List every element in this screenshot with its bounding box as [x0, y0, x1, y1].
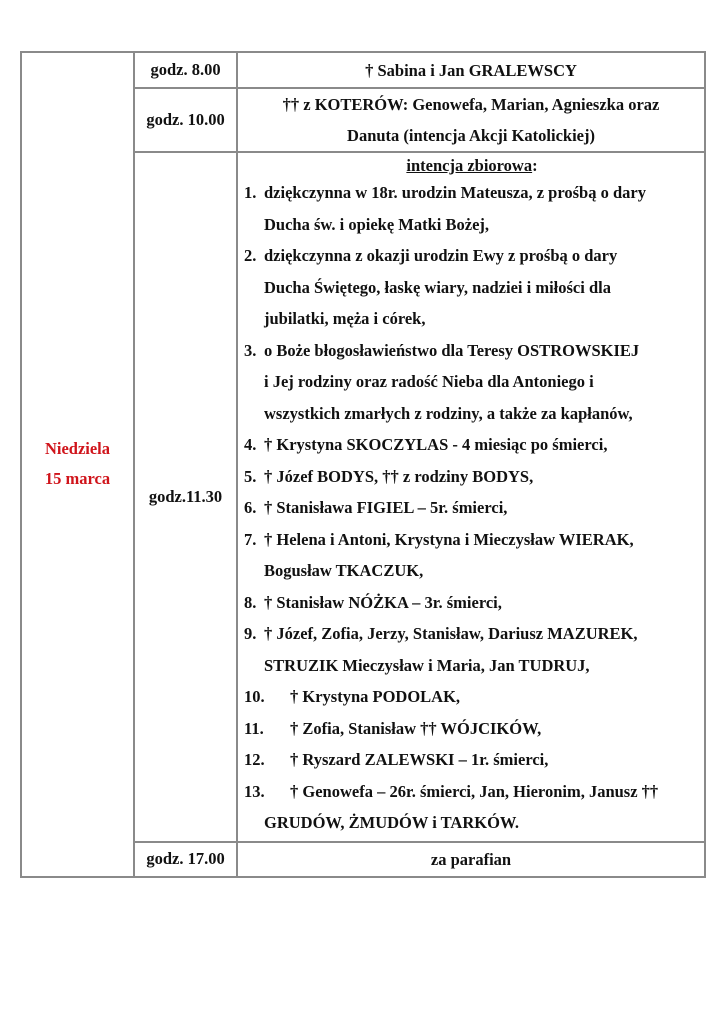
mass-row-1 — [21, 52, 705, 88]
item-line: † Stanisław NÓŻKA – 3r. śmierci, — [264, 592, 502, 612]
intention-list-item — [244, 335, 700, 430]
item-line: † Stanisława FIGIEL – 5r. śmierci, — [264, 498, 508, 517]
item-continuation-line: wszystkich zmarłych z rodziny, a także za kapłanów, — [264, 403, 633, 423]
item-continuation-line: STRUZIK Mieczysław i Maria, Jan TUDRUJ, — [264, 655, 590, 675]
day-name: Niedziela — [44, 439, 111, 459]
item-number: 11. — [244, 718, 264, 738]
intention-list-item — [244, 240, 700, 335]
intention-list-item — [244, 461, 700, 493]
collective-intention-title — [244, 153, 700, 177]
mass-time: godz. 10.00 — [134, 88, 237, 152]
collective-intention — [237, 152, 705, 842]
day-cell — [21, 52, 134, 877]
item-number: 5. — [244, 466, 257, 486]
item-line: † Helena i Antoni, Krystyna i Mieczysław WIERAK, — [264, 529, 634, 549]
item-continuation-line: i Jej rodziny oraz radość Nieba dla Antoniego i — [264, 372, 594, 391]
item-text — [264, 618, 700, 681]
day-date: 15 marca — [44, 469, 111, 489]
collective-intention-title-text: intencja zbiorowa — [406, 156, 533, 175]
item-line: o Boże błogosławieństwo dla Teresy OSTROWSKIEJ — [264, 340, 640, 360]
item-number: 6. — [244, 498, 257, 517]
item-number: 13. — [244, 781, 265, 801]
item-number: 1. — [244, 183, 257, 202]
intention-line: †† z KOTERÓW: Genowefa, Marian, Agnieszka oraz — [282, 95, 660, 114]
intention-list-item — [244, 681, 700, 713]
item-continuation-line: GRUDÓW, ŻMUDÓW i TARKÓW. — [264, 813, 520, 832]
item-text — [264, 177, 700, 240]
item-text — [290, 713, 700, 745]
item-text — [290, 681, 700, 713]
title-suffix: : — [532, 156, 538, 175]
intention-list-item — [244, 587, 700, 619]
intention-list-item — [244, 429, 700, 461]
item-line: † Zofia, Stanisław †† WÓJCIKÓW, — [290, 718, 542, 738]
intention-list-item — [244, 744, 700, 776]
item-text — [264, 240, 700, 335]
item-line: † Krystyna PODOLAK, — [290, 687, 461, 706]
item-number: 2. — [244, 246, 257, 265]
item-line: † Krystyna SKOCZYLAS - 4 miesiąc po śmierci, — [264, 435, 608, 454]
item-text — [264, 587, 700, 619]
intention-list-item — [244, 776, 700, 839]
mass-time: godz.11.30 — [134, 152, 237, 842]
item-continuation-line: jubilatki, męża i córek, — [264, 309, 426, 328]
mass-schedule-table — [20, 51, 706, 878]
mass-time: godz. 8.00 — [134, 52, 237, 88]
item-number: 9. — [244, 624, 257, 643]
mass-intention: za parafian — [237, 842, 705, 877]
intention-line: Danuta (intencja Akcji Katolickiej) — [347, 126, 595, 145]
item-text — [290, 744, 700, 776]
item-number: 7. — [244, 529, 257, 549]
item-line: † Józef, Zofia, Jerzy, Stanisław, Dariusz MAZUREK, — [264, 624, 638, 643]
mass-intention — [237, 88, 705, 152]
intention-list-item — [244, 524, 700, 587]
item-number: 12. — [244, 750, 265, 769]
item-number: 8. — [244, 592, 257, 612]
intention-list-item — [244, 177, 700, 240]
item-text — [264, 524, 700, 587]
intention-list-item — [244, 713, 700, 745]
item-number: 3. — [244, 340, 257, 360]
item-continuation-line: Bogusław TKACZUK, — [264, 561, 424, 580]
intention-list-item — [244, 492, 700, 524]
item-continuation-line: Ducha św. i opiekę Matki Bożej, — [264, 214, 490, 234]
item-line: † Józef BODYS, †† z rodziny BODYS, — [264, 466, 534, 486]
item-line: † Genowefa – 26r. śmierci, Jan, Hieronim, Janusz †† — [290, 781, 659, 801]
intention-list-item — [244, 618, 700, 681]
item-text — [264, 335, 700, 430]
item-number: 4. — [244, 435, 257, 454]
item-number: 10. — [244, 687, 265, 706]
mass-time: godz. 17.00 — [134, 842, 237, 877]
item-line: dziękczynna w 18r. urodzin Mateusza, z prośbą o dary — [264, 183, 646, 202]
mass-intention: † Sabina i Jan GRALEWSCY — [237, 52, 705, 88]
item-line: † Ryszard ZALEWSKI – 1r. śmierci, — [290, 750, 549, 769]
item-text — [264, 429, 700, 461]
intention-list — [244, 177, 700, 839]
item-text — [264, 461, 700, 493]
item-line: dziękczynna z okazji urodzin Ewy z prośbą o dary — [264, 246, 618, 265]
item-continuation-line: Ducha Świętego, łaskę wiary, nadziei i miłości dla — [264, 277, 611, 297]
item-text — [264, 776, 700, 839]
item-text — [264, 492, 700, 524]
